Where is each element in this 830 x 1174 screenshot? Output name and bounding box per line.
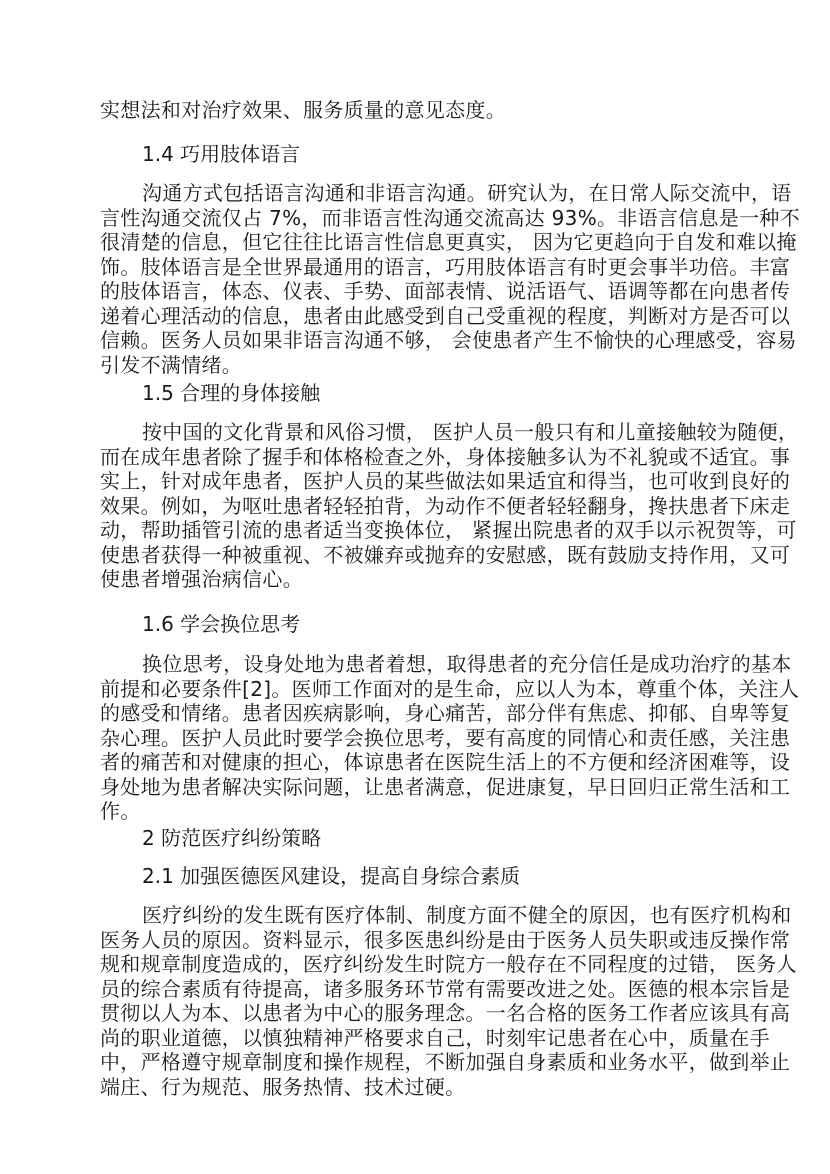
text-line: 效果。例如，为呕吐患者轻轻拍背，为动作不便者轻轻翻身，搀扶患者下床走 xyxy=(100,493,791,518)
text-line: 实想法和对治疗效果、服务质量的意见态度。 xyxy=(100,98,506,122)
text-line: 很清楚的信息，但它往往比语言性信息更真实， 因为它更趋向于自发和难以掩 xyxy=(100,230,797,254)
section-heading: 1.5 合理的身体接触 xyxy=(142,381,321,405)
text-line: 言性沟通交流仅占 7%，而非语言性沟通交流高达 93%。非语言信息是一种不 xyxy=(100,205,800,230)
text-line: 医务人员的原因。资料显示，很多医患纠纷是由于医务人员失职或违反操作常 xyxy=(100,927,791,952)
section-heading: 1.6 学会换位思考 xyxy=(142,612,301,636)
text-line: 身处地为患者解决实际问题，让患者满意，促进康复，早日回归正常生活和工 xyxy=(100,774,791,799)
section-heading: 2 防范医疗纠纷策略 xyxy=(142,826,322,850)
text-line: 规和规章制度造成的，医疗纠纷发生时院方一般存在不同程度的过错， 医务人 xyxy=(100,952,797,976)
text-line: 尚的职业道德，以慎独精神严格要求自己，时刻牢记患者在心中，质量在手 xyxy=(100,1025,770,1050)
section-paragraph xyxy=(100,903,797,1099)
text-line: 的肢体语言，体态、仪表、手势、面部表情、说活语气、语调等都在向患者传 xyxy=(100,279,791,303)
section-heading: 1.4 巧用肢体语言 xyxy=(142,142,301,166)
text-line: 者的痛苦和对健康的担心，体谅患者在医院生活上的不方便和经济困难等，设 xyxy=(100,750,791,774)
text-line: 杂心理。医护人员此时要学会换位思考，要有高度的同情心和责任感，关注患 xyxy=(100,725,791,750)
text-line: 员的综合素质有待提高，诸多服务环节常有需要改进之处。医德的根本宗旨是 xyxy=(100,976,791,1001)
text-line: 换位思考，设身处地为患者着想，取得患者的充分信任是成功治疗的基本 xyxy=(142,652,792,676)
text-line: 引发不满情绪。 xyxy=(100,352,243,377)
text-line: 按中国的文化背景和风俗习惯， 医护人员一般只有和儿童接触较为随便， xyxy=(142,420,799,444)
section-paragraph xyxy=(100,420,799,592)
intro-paragraph xyxy=(100,98,748,123)
text-line: 信赖。医务人员如果非语言沟通不够， 会使患者产生不愉快的心理感受，容易 xyxy=(100,328,797,352)
text-line: 作。 xyxy=(100,799,141,823)
text-line: 使患者增强治病信心。 xyxy=(100,567,303,591)
section-paragraph xyxy=(100,652,800,824)
text-line: 前提和必要条件[2]。医师工作面对的是生命，应以人为本，尊重个体，关注人 xyxy=(100,676,800,701)
text-line: 动，帮助插管引流的患者适当变换体位， 紧握出院患者的双手以示祝贺等，可 xyxy=(100,518,797,542)
text-line: 使患者获得一种被重视、不被嫌弃或抛弃的安慰感，既有鼓励支持作用，又可 xyxy=(100,542,791,567)
text-line: 饰。肢体语言是全世界最通用的语言，巧用肢体语言有时更会事半功倍。丰富 xyxy=(100,254,791,279)
text-line: 沟通方式包括语言沟通和非语言沟通。研究认为，在日常人际交流中，语 xyxy=(142,181,792,205)
text-line: 医疗纠纷的发生既有医疗体制、制度方面不健全的原因，也有医疗机构和 xyxy=(142,903,792,927)
section-paragraph xyxy=(100,181,800,377)
text-line: 端庄、行为规范、服务热情、技术过硬。 xyxy=(100,1074,466,1099)
text-line: 的感受和情绪。患者因疾病影响，身心痛苦，部分伴有焦虑、抑郁、自卑等复 xyxy=(100,701,791,725)
section-heading: 2.1 加强医德医风建设，提高自身综合素质 xyxy=(142,864,521,888)
text-line: 而在成年患者除了握手和体格检查之外，身体接触多认为不礼貌或不适宜。事 xyxy=(100,444,791,469)
text-line: 中，严格遵守规章制度和操作规程，不断加强自身素质和业务水平，做到举止 xyxy=(100,1050,791,1074)
text-line: 实上，针对成年患者，医护人员的某些做法如果适宜和得当，也可收到良好的 xyxy=(100,469,791,493)
text-line: 贯彻以人为本、以患者为中心的服务理念。一名合格的医务工作者应该具有高 xyxy=(100,1001,791,1025)
text-line: 递着心理活动的信息，患者由此感受到自己受重视的程度，判断对方是否可以 xyxy=(100,303,791,328)
